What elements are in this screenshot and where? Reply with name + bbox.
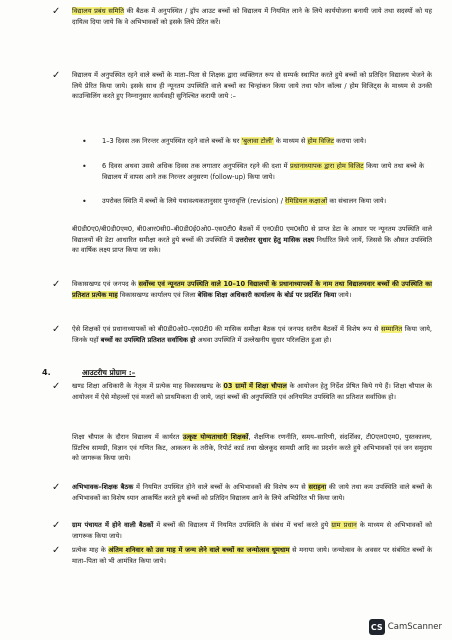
- camscanner-brand-text: CamScanner: [387, 622, 442, 632]
- bullet-paragraph: [72, 6, 432, 27]
- highlighted-text: सम्मानित: [380, 325, 403, 333]
- section-title: आउटरीच प्रोग्राम :–: [82, 368, 136, 377]
- text-run: ग्राम पंचायत में होने वाली बैठकों: [72, 521, 154, 529]
- sub-bullet-paragraph: [102, 161, 424, 182]
- text-run: में नियमित उपस्थित होने वाले बच्चों के अभिभावकों की विशेष रूप से: [133, 483, 309, 491]
- text-run: 1–3 दिवस तक निरन्तर अनुपस्थित रहने वाले बच्चों के घर: [102, 137, 242, 145]
- highlighted-text: सर्वोच्च एवं न्यूनतम उपस्थिति वाले 10–10 विद्यालयों के प्रधानाध्यापकों के नाम तथा विद्यालयवार बच्चों की उपस्थिति का प्रतिशत प्रत्येक माह: [72, 280, 432, 299]
- text-run: विकासखण्ड एवं जनपद के: [72, 280, 139, 288]
- text-run: का संचालन किया जाये।: [327, 197, 387, 205]
- bullet-paragraph: [72, 520, 432, 541]
- text-run: जाये।: [336, 290, 352, 299]
- text-run: शिक्षा चौपाल के दौरान विद्यालय में कार्यरत: [72, 433, 183, 441]
- text-run: के आयोजन हेतु निर्देश प्रेषित किये गये हैं। शिक्षा चौपाल के आयोजन में ऐसे मोहल्लों एवं मजरों को प्राथमिकता दी जाये, जहां बच्चों की अनुपस्थिति एवं अनियमित उपस्थिति का प्रतिशत सर्वाधिक हो।: [72, 382, 432, 401]
- camscanner-watermark: [369, 618, 442, 636]
- check-mark-icon: ✓: [52, 6, 61, 17]
- text-run: विकासखण्ड कार्यालय एवं जिला: [117, 290, 198, 299]
- text-run: बी0डी0ए0/बी0डी0एम0, बी0आर0सी0–बी0डी0ई0ओ0–एस0टी0 बैठकों में एन0डी0 एम0सी0 से प्राप्त डेटा के आधार पर न्यूनतम उपस्थिति वाले विद्यालयों की डेटा आधारित समीक्षा करते हुये बच्चों की उपस्थिति में: [72, 225, 432, 244]
- text-run: , शैक्षणिक रणनीति, समय–सारिणी, संदर्शिका, टी0एल0एम0, पुस्तकालय, प्रिंटरिच सामग्री, विज्ञान एवं गणित किट, आकलन के तरीके, रिपोर्ट कार्ड तथा खेलकूद सामग्री आदि का प्रदर्शन करते हुये अभिभावकों एवं जन समुदाय को जागरूक किया जाये।: [72, 433, 432, 463]
- bullet-icon: •: [82, 197, 87, 206]
- bullet-icon: •: [82, 137, 87, 146]
- text-run: अथवा उपस्थिति में उल्लेखनीय सुधार परिलक्षित हुआ हो।: [195, 335, 332, 344]
- text-run: खण्ड शिक्षा अधिकारी के नेतृत्व में प्रत्येक माह विकासखण्ड के: [72, 382, 224, 390]
- highlighted-text: 03 ग्रामों में शिक्षा चौपाल: [223, 382, 287, 390]
- text-run: उत्तरोत्तर सुधार हेतु मासिक लक्ष्य: [235, 235, 315, 244]
- section-number: 4.: [42, 368, 51, 377]
- bullet-paragraph: [72, 279, 432, 300]
- highlighted-text: रेमिडियल कक्षाओं: [285, 197, 328, 205]
- text-run: कराया जाये।: [334, 137, 367, 145]
- text-run: में बच्चों की विद्यालय में नियमित उपस्थिति के संबंध में चर्चा करते हुये: [153, 521, 332, 529]
- highlighted-text: सराहना: [308, 483, 327, 491]
- bullet-paragraph: [72, 482, 432, 503]
- bullet-paragraph: [72, 432, 432, 464]
- text-run: किया जाये, जिनके यहाँ: [72, 325, 432, 344]
- bullet-paragraph: [72, 70, 432, 102]
- text-run: के माध्यम से: [273, 137, 308, 145]
- bullet-paragraph: [72, 224, 432, 256]
- text-run: प्रत्येक माह के: [72, 546, 109, 554]
- highlighted-text: ग्राम प्रधान: [331, 521, 357, 529]
- check-mark-icon: ✓: [52, 482, 61, 493]
- check-mark-icon: ✓: [52, 70, 61, 81]
- text-run: की बैठक में अनुपस्थित / ड्रॉप आउट बच्चों को विद्यालय में नियमित लाने के लिये कार्ययोजना बनायी जाये तथा सदस्यों को यह दायित्व दिया जाये कि वे अभिभावकों को इसके लिये प्रेरित करें।: [72, 7, 432, 26]
- text-run: निर्धारित किये जायें, जिससे कि औसत उपस्थिति का वार्षिक लक्ष्य प्राप्त किया जा सके।: [72, 235, 432, 255]
- sub-bullet-paragraph: [102, 196, 424, 207]
- check-mark-icon: ✓: [52, 520, 61, 531]
- highlighted-text: होम विजिट: [307, 137, 335, 145]
- text-run: बच्चों का उपस्थिति प्रतिशत सर्वाधिक हो: [100, 335, 196, 344]
- bullet-paragraph: [72, 324, 432, 345]
- text-run: विद्यालय में अनुपस्थित रहने वाले बच्चों के माता–पिता से शिक्षक द्वारा व्यक्तिगत रूप से सम्पर्क स्थापित करते हुये बच्चों को प्रतिदिन विद्यालय भेजने के लिये प्रेरित किया जाये। इसके साथ ही न्यूनतम उपस्थिति वाले बच्चों का चिन्हांकन किया जाये तथा फोन कॉल्स / होम विजिट्स के माध्यम से उनकी काउन्सिलिंग करते हुए निम्नानुसार कार्यवाही सुनिश्चित करायी जाये :–: [72, 71, 432, 101]
- text-run: अभिभावक–शिक्षक बैठक: [72, 483, 134, 491]
- check-mark-icon: ✓: [52, 545, 61, 556]
- sub-bullet-paragraph: [102, 136, 424, 147]
- bullet-paragraph: [72, 545, 432, 566]
- check-mark-icon: ✓: [52, 324, 61, 335]
- bullet-icon: •: [82, 162, 87, 171]
- highlighted-text: विद्यालय प्रबंध समिति: [72, 7, 124, 15]
- text-run: की जाये तथा कम उपस्थिति वाले बच्चों के अभिभावकों का विशेष ध्यान आकर्षित करते हुये बच्चों को प्रतिदिन विद्यालय आने के लिये अभिप्रेरित भी किया जाये।: [72, 483, 432, 502]
- highlighted-text: अंतिम शनिवार को उस माह में जन्म लेने वाले बच्चों का जन्मोत्सव धूमधाम: [108, 546, 290, 554]
- text-run: बेसिक शिक्षा अधिकारी कार्यालय के बोर्ड पर प्रदर्शित किया: [197, 290, 337, 299]
- text-run: 6 दिवस अथवा उससे अधिक दिवस तक लगातार अनुपस्थित रहने की दशा में: [102, 162, 291, 170]
- text-run: के माध्यम से अभिभावकों को जागरूक किया जाये।: [72, 521, 433, 540]
- text-run: ऐसे शिक्षकों एवं प्रधानाध्यापकों को बी0डी0ओ0–एस0टी0 की मासिक समीक्षा बैठक एवं जनपद स्तरीय बैठकों में विशेष रूप से: [72, 325, 381, 333]
- highlighted-text: उत्कृष्ट योग्यताधारी शिक्षकों: [182, 433, 249, 441]
- text-run: से मनाया जाये। जन्मोत्सव के अवसर पर संबंधित बच्चों के माता–पिता को भी आमंत्रित किया जाये।: [72, 546, 433, 565]
- highlighted-text: प्रधानाध्यापक द्वारा होम विजिट: [290, 162, 364, 170]
- check-mark-icon: ✓: [52, 279, 61, 290]
- bullet-paragraph: [72, 381, 432, 402]
- text-run: किया जाये तथा बच्चे के विद्यालय में वापस आने तक निरन्तर अनुसरण (follow-up) किया जाये।: [102, 162, 425, 181]
- text-run: उपरोक्त स्थिति में बच्चों के लिये यथावश्यकतानुसार पुनरावृत्ति (revision) /: [102, 197, 286, 205]
- check-mark-icon: ✓: [52, 381, 61, 392]
- highlighted-text: 'बुलावा टोली': [241, 137, 274, 145]
- camscanner-logo-icon: CS: [369, 619, 385, 635]
